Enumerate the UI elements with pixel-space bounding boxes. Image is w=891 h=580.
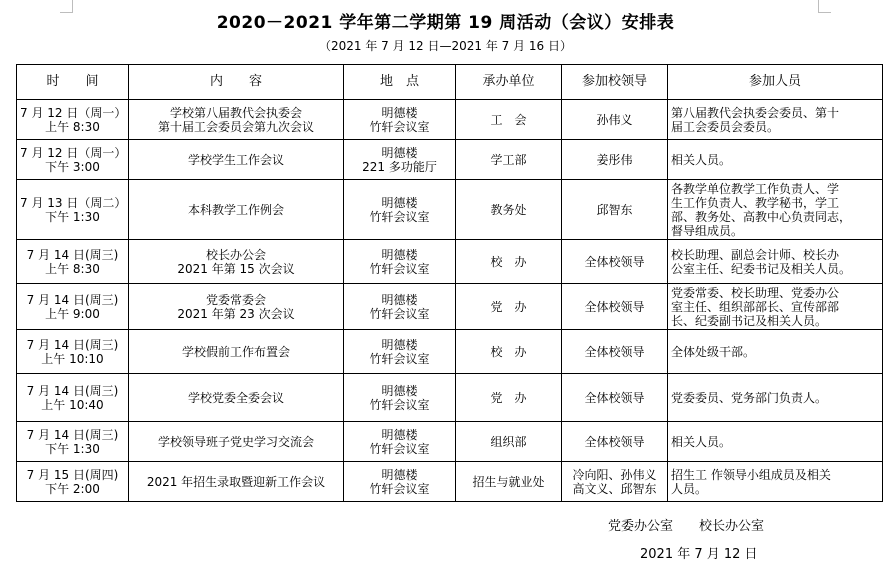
cell-line: 2021 年第 15 次会议 — [177, 261, 295, 276]
cell-line: 督导组成员。 — [671, 223, 744, 238]
cell-line: 相关人员。 — [671, 434, 732, 449]
cell-location — [344, 100, 456, 140]
cell-line: 明德楼 — [381, 337, 418, 352]
cell-line: 7 月 12 日（周一） — [20, 105, 127, 120]
cell-content — [129, 374, 344, 422]
cell-line: 下午 2:00 — [45, 481, 100, 496]
cell-line: 下午 1:30 — [45, 441, 100, 456]
cell-line: 冷向阳、孙伟义 — [572, 467, 657, 482]
cell-line: 长、纪委副书记及相关人员。 — [671, 313, 828, 328]
cell-line: 学校党委全委会议 — [187, 390, 284, 405]
cell-line: 全体校领导 — [584, 299, 645, 314]
cell-line: 室主任、组织部部长、宣传部部 — [671, 299, 840, 314]
cell-time — [17, 100, 129, 140]
cell-time — [17, 240, 129, 284]
cell-line: 党委委员、党务部门负责人。 — [671, 390, 828, 405]
document-title: 2020－2021 学年第二学期第 19 周活动（会议）安排表 — [216, 13, 675, 33]
cell-line: 明德楼 — [381, 292, 418, 307]
cell-content — [129, 180, 344, 240]
cell-location — [344, 284, 456, 330]
cell-host: 党 办 — [456, 374, 562, 422]
cell-time — [17, 180, 129, 240]
cell-people — [668, 240, 883, 284]
cell-line: 党委常委会 — [205, 292, 266, 307]
cell-line: 2021 年第 23 次会议 — [177, 306, 295, 321]
table-row — [17, 422, 883, 462]
cell-line: 孙伟义 — [596, 112, 633, 127]
cell-line: 第十届工会委员会第九次会议 — [157, 119, 314, 134]
cell-line: 明德楼 — [381, 427, 418, 442]
cell-host: 校 办 — [456, 330, 562, 374]
cell-line: 上午 8:30 — [45, 261, 100, 276]
cell-line: 邱智东 — [596, 202, 633, 217]
table-row — [17, 180, 883, 240]
cell-content — [129, 240, 344, 284]
cell-line: 人员。 — [671, 481, 708, 496]
cell-leaders — [562, 180, 668, 240]
cell-line: 明德楼 — [381, 145, 418, 160]
cell-location — [344, 330, 456, 374]
table-row — [17, 330, 883, 374]
cell-host: 党 办 — [456, 284, 562, 330]
cell-people — [668, 140, 883, 180]
cell-host: 校 办 — [456, 240, 562, 284]
cell-line: 学校领导班子党史学习交流会 — [157, 434, 314, 449]
header-people: 参加人员 — [668, 65, 883, 100]
cell-line: 明德楼 — [381, 195, 418, 210]
cell-line: 竹轩会议室 — [369, 119, 430, 134]
cell-line: 第八届教代会执委会委员、第十 — [671, 105, 840, 120]
cell-line: 竹轩会议室 — [369, 351, 430, 366]
cell-line: 7 月 14 日(周三) — [26, 247, 119, 262]
cell-line: 竹轩会议室 — [369, 397, 430, 412]
table-body — [17, 100, 883, 502]
cell-line: 7 月 13 日（周二） — [20, 195, 127, 210]
cell-host: 招生与就业处 — [456, 462, 562, 502]
cell-line: 221 多功能厅 — [362, 159, 437, 174]
header-leaders: 参加校领导 — [562, 65, 668, 100]
cell-line: 学校学生工作会议 — [187, 152, 284, 167]
cell-line: 学校假前工作布置会 — [181, 344, 290, 359]
cell-line: 全体处级干部。 — [671, 344, 756, 359]
cell-leaders — [562, 284, 668, 330]
cell-location — [344, 180, 456, 240]
cell-people — [668, 422, 883, 462]
cell-location — [344, 240, 456, 284]
cell-people — [668, 100, 883, 140]
document-subtitle: （2021 年 7 月 12 日—2021 年 7 月 16 日） — [318, 39, 573, 53]
cell-line: 上午 10:10 — [41, 351, 104, 366]
cell-line: 竹轩会议室 — [369, 209, 430, 224]
cell-line: 本科教学工作例会 — [187, 202, 284, 217]
cell-line: 党委常委、校长助理、党委办公 — [671, 285, 840, 300]
cell-line: 上午 8:30 — [45, 119, 100, 134]
issue-date: 2021 年 7 月 12 日 — [640, 547, 758, 562]
table-row — [17, 284, 883, 330]
cell-host: 教务处 — [456, 180, 562, 240]
cell-line: 7 月 14 日(周三) — [26, 427, 119, 442]
cell-time — [17, 374, 129, 422]
cell-people — [668, 284, 883, 330]
cell-line: 明德楼 — [381, 383, 418, 398]
cell-line: 高文义、邱智东 — [572, 481, 657, 496]
cell-content — [129, 100, 344, 140]
cell-time — [17, 330, 129, 374]
cell-leaders — [562, 100, 668, 140]
header-location: 地 点 — [344, 65, 456, 100]
cell-time — [17, 140, 129, 180]
cell-people — [668, 462, 883, 502]
cell-line: 全体校领导 — [584, 434, 645, 449]
header-time: 时 间 — [17, 65, 129, 100]
cell-line: 竹轩会议室 — [369, 481, 430, 496]
cell-line: 部、教务处、高教中心负责同志， — [671, 209, 852, 224]
cell-location — [344, 374, 456, 422]
cell-leaders — [562, 462, 668, 502]
cell-line: 明德楼 — [381, 105, 418, 120]
cell-line: 全体校领导 — [584, 344, 645, 359]
cell-line: 竹轩会议室 — [369, 441, 430, 456]
cell-line: 全体校领导 — [584, 390, 645, 405]
table-row — [17, 240, 883, 284]
cell-line: 7 月 14 日(周三) — [26, 292, 119, 307]
cell-line: 明德楼 — [381, 467, 418, 482]
cell-content — [129, 284, 344, 330]
cell-content — [129, 422, 344, 462]
header-content: 内 容 — [129, 65, 344, 100]
cell-line: 全体校领导 — [584, 254, 645, 269]
cell-line: 竹轩会议室 — [369, 261, 430, 276]
table-header-row — [17, 65, 883, 100]
table-row — [17, 140, 883, 180]
cell-host: 组织部 — [456, 422, 562, 462]
issuing-offices: 党委办公室 校长办公室 — [608, 519, 765, 534]
cell-line: 7 月 12 日（周一） — [20, 145, 127, 160]
table-row — [17, 100, 883, 140]
cell-leaders — [562, 240, 668, 284]
cell-host: 工 会 — [456, 100, 562, 140]
cell-content — [129, 462, 344, 502]
cell-line: 7 月 14 日(周三) — [26, 383, 119, 398]
cell-line: 届工会委员会委员。 — [671, 119, 780, 134]
cell-host: 学工部 — [456, 140, 562, 180]
cell-line: 上午 9:00 — [45, 306, 100, 321]
cell-content — [129, 140, 344, 180]
cell-line: 生工作负责人、教学秘书，学工 — [671, 195, 840, 210]
cell-leaders — [562, 422, 668, 462]
cell-line: 校长办公会 — [205, 247, 266, 262]
cell-people — [668, 180, 883, 240]
schedule-table — [16, 64, 883, 502]
cell-line: 明德楼 — [381, 247, 418, 262]
cell-location — [344, 422, 456, 462]
header-host: 承办单位 — [456, 65, 562, 100]
cell-line: 下午 3:00 — [45, 159, 100, 174]
cell-line: 学校第八届教代会执委会 — [169, 105, 302, 120]
cell-line: 公室主任、纪委书记及相关人员。 — [671, 261, 852, 276]
cell-line: 2021 年招生录取暨迎新工作会议 — [146, 474, 326, 489]
cell-line: 相关人员。 — [671, 152, 732, 167]
cell-time — [17, 462, 129, 502]
cell-line: 下午 1:30 — [45, 209, 100, 224]
cell-people — [668, 374, 883, 422]
cell-leaders — [562, 140, 668, 180]
cell-line: 招生工 作领导小组成员及相关 — [671, 467, 831, 482]
table-row — [17, 462, 883, 502]
cell-leaders — [562, 330, 668, 374]
cell-time — [17, 284, 129, 330]
table-row — [17, 374, 883, 422]
cell-line: 各教学单位教学工作负责人、学 — [671, 181, 840, 196]
cell-line: 竹轩会议室 — [369, 306, 430, 321]
cell-location — [344, 462, 456, 502]
cell-line: 姜彤伟 — [596, 152, 633, 167]
cell-line: 上午 10:40 — [41, 397, 104, 412]
cell-line: 校长助理、副总会计师、校长办 — [671, 247, 840, 262]
cell-line: 7 月 15 日(周四) — [26, 467, 119, 482]
cell-content — [129, 330, 344, 374]
cell-people — [668, 330, 883, 374]
cell-line: 7 月 14 日(周三) — [26, 337, 119, 352]
cell-leaders — [562, 374, 668, 422]
cell-location — [344, 140, 456, 180]
cell-time — [17, 422, 129, 462]
